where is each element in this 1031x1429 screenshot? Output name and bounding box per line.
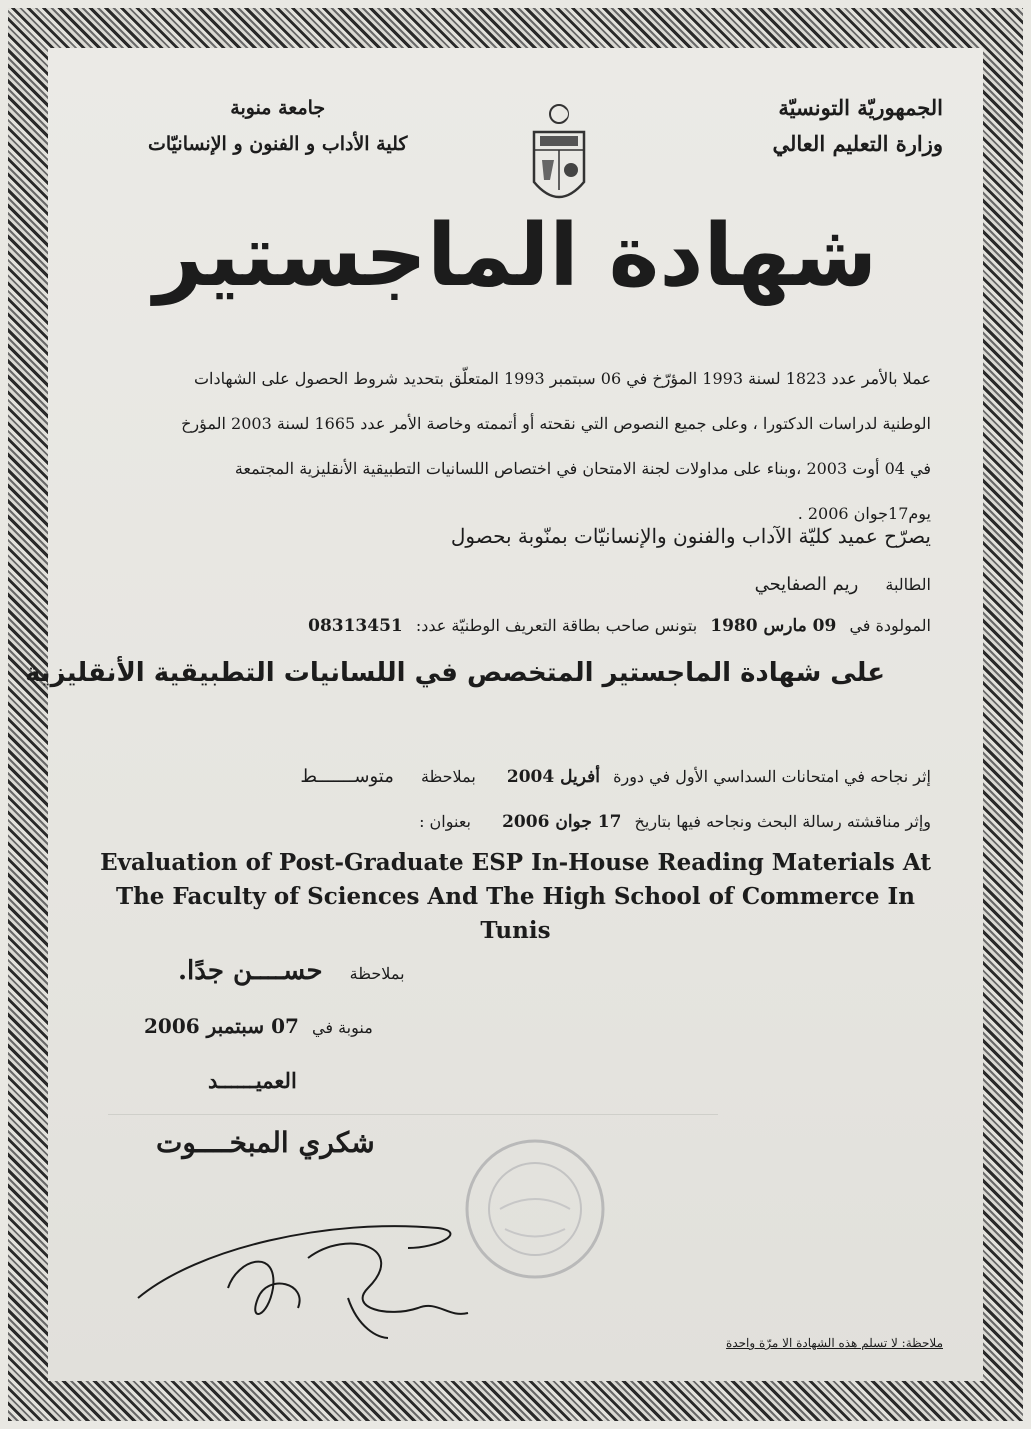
thesis-row [419, 812, 931, 832]
header-republic: الجمهوريّة التونسيّة [778, 95, 943, 120]
semester-row [278, 766, 931, 787]
preamble-line-1: عملا بالأمر عدد 1823 لسنة 1993 المؤرّخ في 06 سبتمبر 1993 المتعلّق بتحديد شروط الحصول على الشهادات [193, 369, 931, 388]
birth-date: 09 مارس 1980 [710, 616, 837, 636]
id-number: 08313451 [308, 616, 403, 636]
issue-row [136, 1014, 373, 1038]
preamble-line-3: في 04 أوت 2003 ،وبناء على مداولات لجنة الامتحان في اختصاص اللسانيات التطبيقية الأنقليزية المجتمعة [234, 459, 931, 478]
dean-signature-icon [108, 1188, 508, 1348]
degree-title: على شهادة الماجستير المتخصص في اللسانيات التطبيقية الأنقليزية [25, 658, 885, 688]
semester-session: أفريل 2004 [506, 767, 600, 787]
semester-grade-label: بملاحظة [420, 767, 476, 786]
thesis-text: وإثر مناقشته رسالة البحث ونجاحه فيها بتاريخ [634, 812, 931, 831]
preamble [91, 356, 931, 536]
issue-date: 07 سبتمبر 2006 [144, 1014, 299, 1038]
header-university-name: جامعة منوبة [230, 97, 326, 119]
id-label: صاحب بطاقة التعريف الوطنيّة عدد: [415, 616, 650, 635]
header-university [148, 90, 407, 162]
student-label: الطالبة [885, 575, 931, 594]
student-row [733, 574, 931, 595]
divider [108, 1114, 718, 1115]
dean-title: العميــــــد [208, 1068, 297, 1093]
birth-row [300, 616, 931, 636]
certificate-title: شهادة الماجستير [153, 206, 878, 306]
certificate-body [25, 48, 983, 1381]
thesis-grade: حســــن جدًا. [178, 956, 323, 986]
header-ministry-name: وزارة التعليم العالي [772, 131, 943, 156]
thesis-grade-row [156, 956, 405, 986]
thesis-date: 17 جوان 2006 [502, 812, 622, 832]
thesis-title: Evaluation of Post-Graduate ESP In-House Reading Materials At The Faculty of Sciences And The High School of Commerce In Tunis [100, 849, 931, 944]
header-ministry [772, 90, 943, 162]
semester-grade: متوســـــــط [300, 766, 394, 787]
preamble-line-2: الوطنية لدراسات الدكتورا ، وعلى جميع النصوص التي نقحته أو أتممته وخاصة الأمر عدد 1665 لسنة 2003 المؤرخ [181, 414, 931, 433]
tunisia-emblem-icon [528, 100, 590, 220]
issue-place: منوبة في [312, 1018, 373, 1037]
declaration: يصرّح عميد كليّة الآداب والفنون والإنسانيّات بمنّوبة بحصول [450, 524, 931, 548]
thesis-title-label: بعنوان : [419, 812, 471, 831]
header-faculty-name: كلية الأداب و الفنون و الإنسانيّات [148, 133, 408, 155]
semester-text: إثر نجاحه في امتحانات السداسي الأول في دورة [613, 767, 931, 786]
birth-place: بتونس [654, 616, 698, 635]
thesis-grade-label: بملاحظة [349, 964, 405, 983]
student-name: ريم الصفايحي [754, 574, 859, 595]
dean-name: شكري المبخــــوت [156, 1126, 375, 1159]
footer-note: ملاحظة: لا تسلم هذه الشهادة الا مرّة واحدة [726, 1336, 943, 1350]
birth-label: المولودة في [849, 616, 931, 635]
preamble-line-4: يوم17جوان 2006 . [797, 504, 931, 523]
